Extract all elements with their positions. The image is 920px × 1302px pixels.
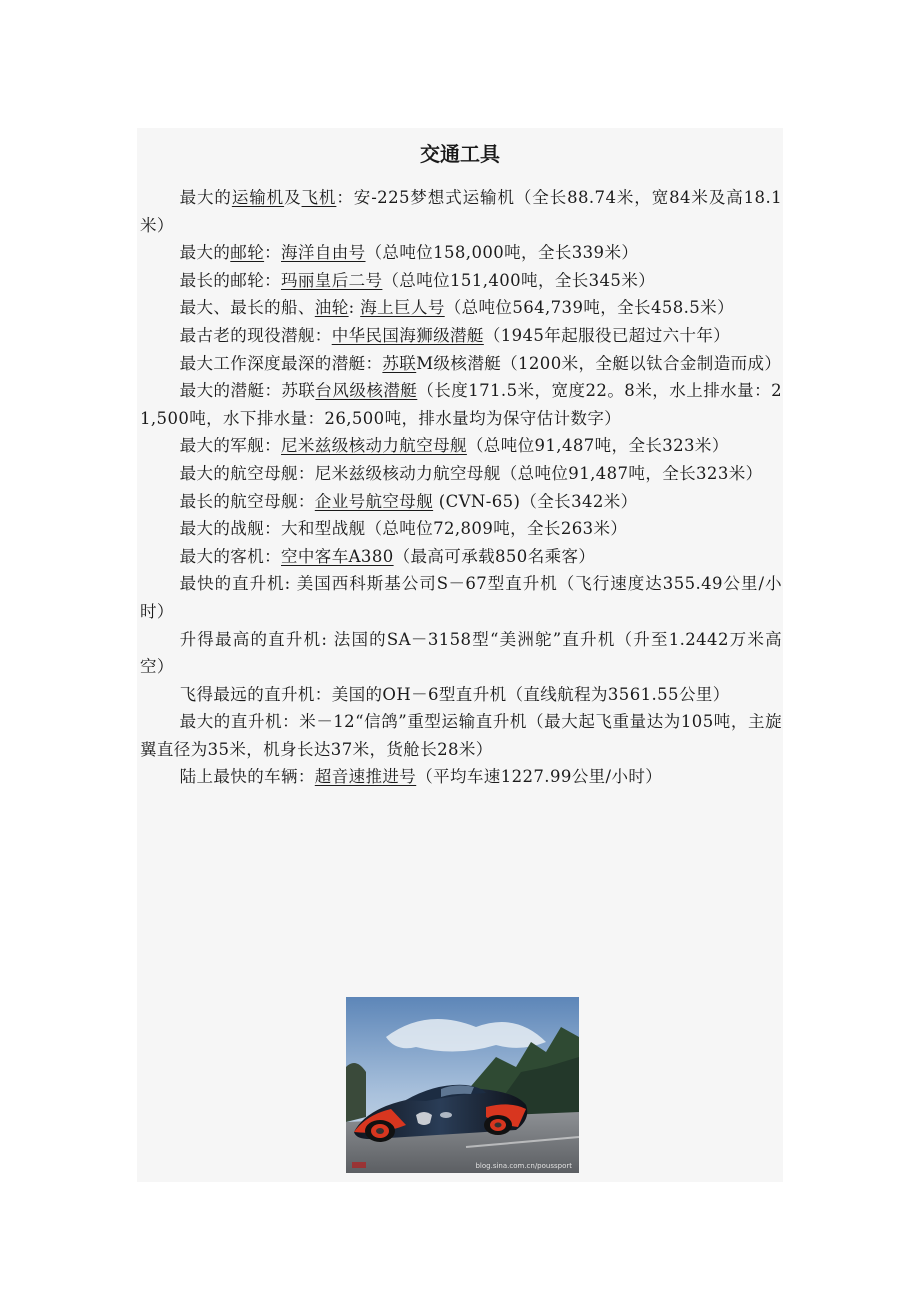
record-paragraph bbox=[140, 515, 782, 543]
record-paragraph bbox=[140, 350, 782, 378]
paragraph-text: 陆上最快的车辆： bbox=[179, 767, 315, 787]
link-text[interactable]: 玛丽皇后二号 bbox=[281, 270, 383, 290]
paragraph-text: ：安-225梦想式运输机（全长88.74米，宽84米及高18.1米） bbox=[140, 188, 782, 235]
paragraph-text: 最大工作深度最深的潜艇： bbox=[179, 353, 383, 373]
body-text bbox=[140, 184, 782, 791]
link-text[interactable]: 飞机 bbox=[301, 188, 337, 207]
link-text[interactable]: 运输机 bbox=[231, 188, 285, 207]
link-text[interactable]: 中华民国海狮级潜艇 bbox=[331, 325, 484, 345]
paragraph-text: 最大的战舰：大和型战舰（总吨位72,809吨，全长263米） bbox=[179, 519, 628, 539]
record-paragraph bbox=[140, 294, 782, 322]
record-paragraph bbox=[140, 570, 782, 625]
link-text[interactable]: 苏联 bbox=[382, 353, 417, 373]
record-paragraph bbox=[140, 681, 782, 709]
paragraph-text: （1945年起服役已超过六十年） bbox=[483, 325, 731, 345]
link-text[interactable]: 尼米兹级核动力航空母舰 bbox=[281, 436, 467, 456]
record-paragraph bbox=[140, 488, 782, 516]
paragraph-text: 最长的航空母舰： bbox=[179, 491, 315, 511]
record-paragraph bbox=[140, 626, 782, 681]
paragraph-text: 最长的邮轮： bbox=[179, 270, 281, 290]
link-text[interactable]: 台风级核潜艇 bbox=[315, 381, 418, 401]
link-text[interactable]: 海洋自由号 bbox=[281, 243, 366, 263]
paragraph-text: 最大的 bbox=[179, 188, 232, 207]
paragraph-text: （最高可承载850名乘客） bbox=[393, 546, 596, 566]
paragraph-text: 最大的直升机：米－12“信鸽”重型运输直升机（最大起飞重量达为105吨，主旋翼直径为35米，机身长达37米，货舱长28米） bbox=[140, 712, 782, 759]
paragraph-text: 最大的军舰： bbox=[179, 436, 281, 456]
link-text[interactable]: 海上巨人号 bbox=[360, 298, 445, 318]
paragraph-text: （平均车速1227.99公里/小时） bbox=[416, 767, 663, 787]
paragraph-text: 最大的客机： bbox=[179, 546, 281, 566]
link-text[interactable]: 企业号航空母舰 bbox=[314, 491, 434, 511]
paragraph-text: 最大、最长的船、 bbox=[179, 298, 315, 318]
paragraph-text: （总吨位564,739吨，全长458.5米） bbox=[444, 298, 734, 318]
paragraph-text: （总吨位158,000吨，全长339米） bbox=[365, 243, 639, 263]
photo-watermark: blog.sina.com.cn/poussport bbox=[475, 1162, 572, 1170]
paragraph-text: 最大的潜艇：苏联 bbox=[179, 381, 316, 401]
record-paragraph bbox=[140, 432, 782, 460]
paragraph-text: 最古老的现役潜舰： bbox=[179, 325, 332, 345]
paragraph-text: 升得最高的直升机: 法国的SA－3158型“美洲鸵”直升机（升至1.2442万米高空） bbox=[140, 629, 782, 677]
paragraph-text: 及 bbox=[284, 188, 302, 207]
paragraph-text: 最大的航空母舰：尼米兹级核动力航空母舰（总吨位91,487吨，全长323米） bbox=[179, 463, 763, 483]
paragraph-text: M级核潜艇（1200米，全艇以钛合金制造而成） bbox=[416, 353, 782, 373]
record-paragraph bbox=[140, 267, 782, 295]
link-text[interactable]: 超音速推进号 bbox=[314, 767, 417, 787]
record-paragraph bbox=[140, 377, 782, 432]
paragraph-text: （总吨位151,400吨，全长345米） bbox=[382, 270, 656, 290]
link-text[interactable]: 邮轮 bbox=[230, 243, 265, 263]
supercar-photo bbox=[346, 997, 579, 1173]
paragraph-text: 飞得最远的直升机：美国的OH－6型直升机（直线航程为3561.55公里） bbox=[179, 684, 730, 704]
paragraph-text: （总吨位91,487吨，全长323米） bbox=[466, 436, 729, 456]
page-title: 交通工具 bbox=[420, 142, 500, 166]
paragraph-text: ： bbox=[264, 243, 282, 263]
record-paragraph bbox=[140, 184, 782, 239]
link-text[interactable]: 油轮 bbox=[314, 298, 349, 318]
record-paragraph bbox=[140, 763, 782, 791]
record-paragraph bbox=[140, 239, 782, 267]
paragraph-text: （长度171.5米，宽度22。8米，水上排水量：21,500吨，水下排水量：26,500吨，排水量均为保守估计数字） bbox=[140, 381, 782, 428]
link-text[interactable]: 空中客车A380 bbox=[281, 546, 394, 566]
paragraph-text: 最大的 bbox=[179, 243, 231, 263]
record-paragraph bbox=[140, 543, 782, 571]
paragraph-text: 最快的直升机: 美国西科斯基公司S－67型直升机（飞行速度达355.49公里/小时） bbox=[140, 574, 782, 621]
record-paragraph bbox=[140, 322, 782, 350]
paragraph-text: (CVN-65)（全长342米） bbox=[433, 491, 638, 511]
record-paragraph bbox=[140, 460, 782, 488]
record-paragraph bbox=[140, 708, 782, 763]
paragraph-text: : bbox=[348, 298, 361, 318]
